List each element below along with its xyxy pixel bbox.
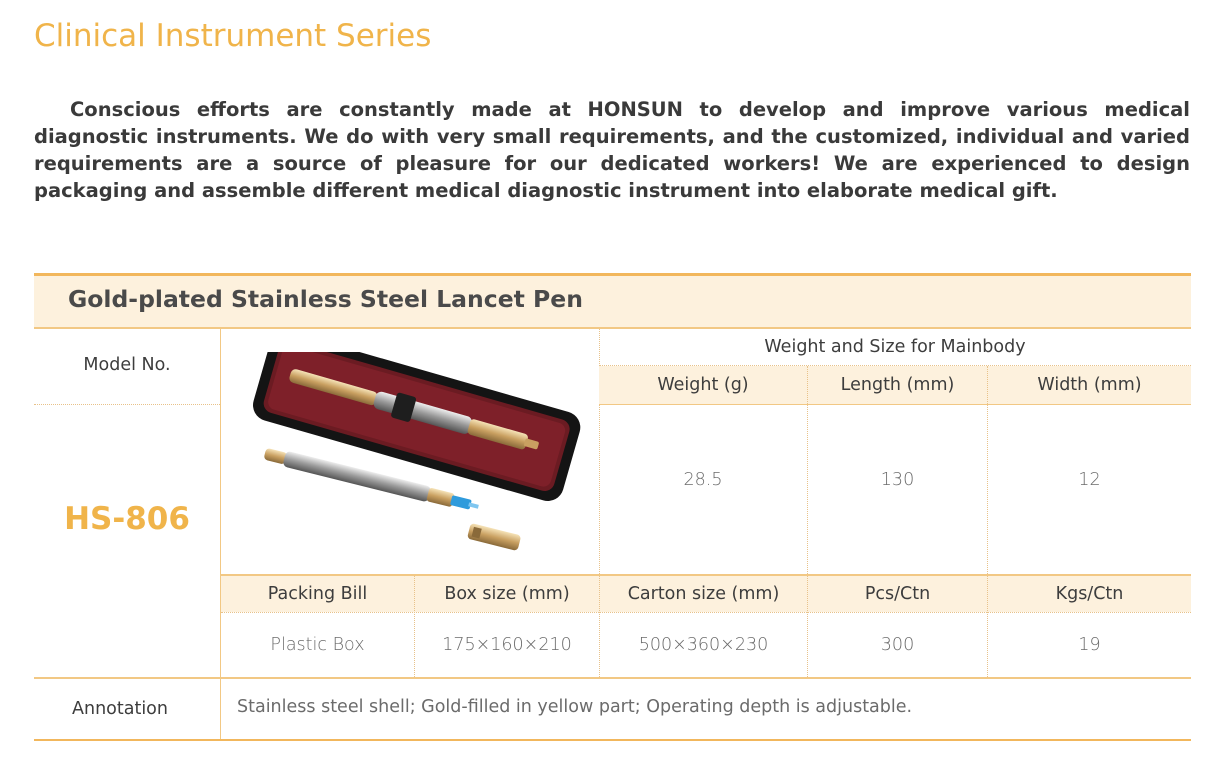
- packing-box-value: 175×160×210: [442, 635, 572, 655]
- packing-kgs-value: 19: [1078, 635, 1101, 655]
- mainbody-width-value: 12: [1078, 470, 1101, 490]
- packing-bill-value: Plastic Box: [270, 635, 365, 655]
- annotation-text: Stainless steel shell; Gold-filled in yellow part; Operating depth is adjustable.: [237, 697, 913, 717]
- product-image: [240, 352, 590, 562]
- model-label: Model No.: [83, 355, 171, 375]
- packing-col-pcs: Pcs/Ctn: [864, 584, 931, 604]
- packing-pcs-value: 300: [880, 635, 915, 655]
- table-bottom-rule: [34, 739, 1191, 741]
- product-name: Gold-plated Stainless Steel Lancet Pen: [68, 285, 583, 313]
- model-value: HS-806: [64, 501, 190, 537]
- mainbody-weight-value: 28.5: [683, 470, 723, 490]
- packing-col-kgs: Kgs/Ctn: [1055, 584, 1124, 604]
- mainbody-header: Weight and Size for Mainbody: [764, 337, 1026, 357]
- mainbody-col-weight: Weight (g): [657, 375, 749, 395]
- mainbody-length-value: 130: [880, 470, 915, 490]
- packing-carton-value: 500×360×230: [638, 635, 769, 655]
- packing-col-carton: Carton size (mm): [627, 584, 780, 604]
- page-title: Clinical Instrument Series: [34, 18, 432, 54]
- packing-col-bill: Packing Bill: [267, 584, 368, 604]
- mainbody-col-length: Length (mm): [840, 375, 955, 395]
- annotation-label: Annotation: [72, 699, 168, 719]
- annotation-top-rule: [34, 677, 1191, 679]
- intro-paragraph: Conscious efforts are constantly made at HONSUN to develop and improve various medical diagnostic instruments. We do with very small requirements, and the customized, individual and varied requirements are a source of pleasure for our dedicated workers! We are experienced to design packaging and assemble different medical diagnostic instrument into elaborate medical gift.: [34, 98, 1190, 202]
- mainbody-col-width: Width (mm): [1037, 375, 1142, 395]
- packing-col-box: Box size (mm): [444, 584, 570, 604]
- left-column-divider: [220, 329, 221, 741]
- lancet-pen-in-case-icon: [240, 352, 590, 562]
- model-value-cell: [34, 405, 220, 633]
